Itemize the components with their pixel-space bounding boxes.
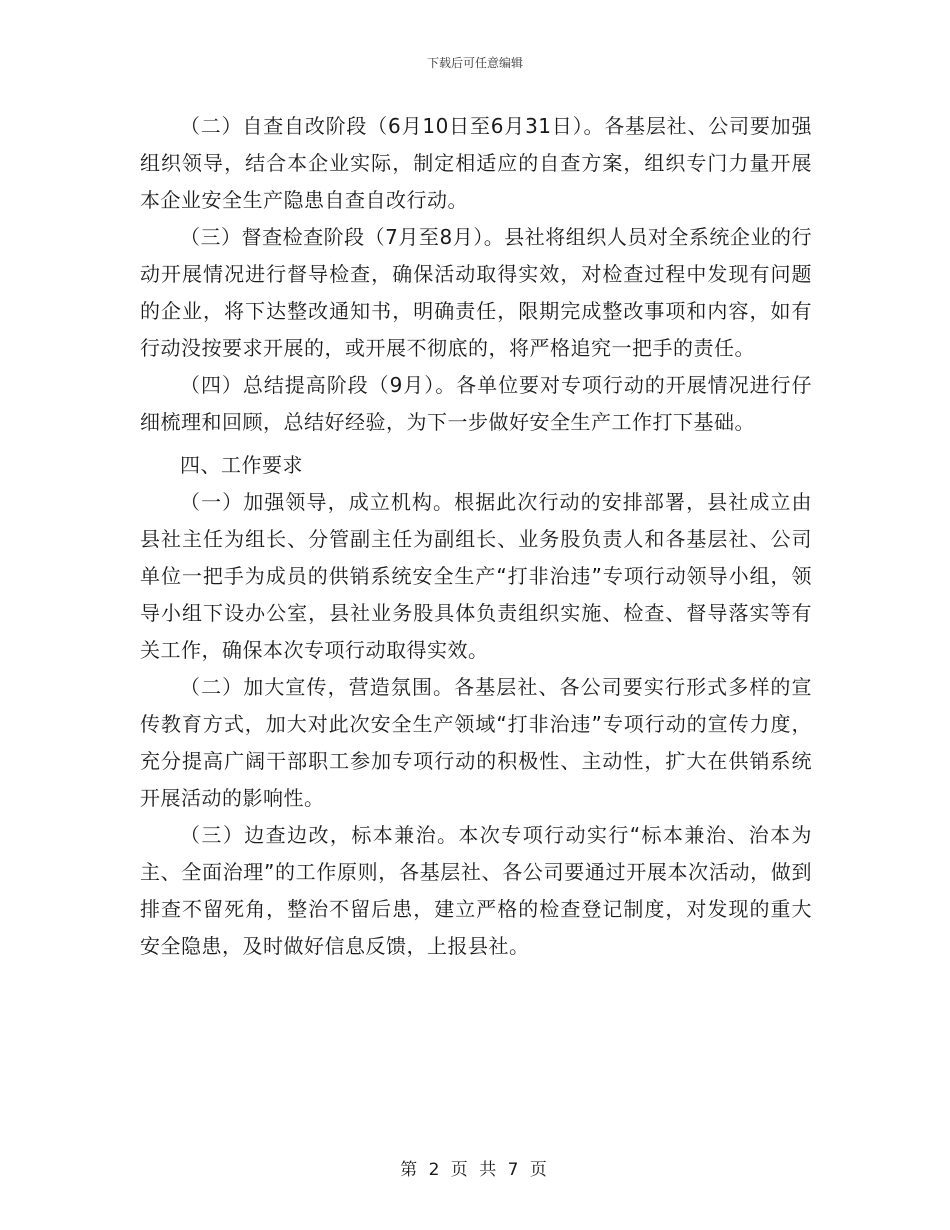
paragraph-check-and-correct: （三）边查边改，标本兼治。本次专项行动实行“标本兼治、治本为主、全面治理”的工作原则，各基层社、各公司要通过开展本次活动，做到排查不留死角，整治不留后患，建立严格的检查登记制度，对发现的重大安全隐患，及时做好信息反馈，上报县社。 (140, 823, 812, 958)
paragraph-self-check-stage: （二）自查自改阶段（6月10日至6月31日）。各基层社、公司要加强组织领导，结合本企业实际，制定相适应的自查方案，组织专门力量开展本企业安全生产隐患自查自改行动。 (140, 114, 812, 212)
document-body (140, 108, 812, 965)
page-number: 第 2 页 共 7 页 (400, 1160, 550, 1180)
paragraph-increase-publicity: （二）加大宣传，营造氛围。各基层社、各公司要实行形式多样的宣传教育方式，加大对此次安全生产领域“打非治违”专项行动的宣传力度，充分提高广阔干部职工参加专项行动的积极性、主动性，扩大在供销系统开展活动的影响性。 (140, 675, 812, 810)
paragraph-supervision-stage: （三）督查检查阶段（7月至8月）。县社将组织人员对全系统企业的行动开展情况进行督导检查，确保活动取得实效，对检查过程中发现有问题的企业，将下达整改通知书，明确责任，限期完成整改事项和内容，如有行动没按要求开展的，或开展不彻底的，将严格追究一把手的责任。 (140, 225, 812, 360)
section-heading-work-requirements: 四、工作要求 (180, 453, 303, 477)
page-header-note: 下载后可任意编辑 (426, 56, 523, 70)
paragraph-strengthen-leadership: （一）加强领导，成立机构。根据此次行动的安排部署，县社成立由县社主任为组长、分管副主任为副组长、业务股负责人和各基层社、公司单位一把手为成员的供销系统安全生产“打非治违”专项行动领导小组，领导小组下设办公室，县社业务股具体负责组织实施、检查、督导落实等有关工作，确保本次专项行动取得实效。 (140, 490, 812, 662)
paragraph-summary-stage: （四）总结提高阶段（9月）。各单位要对专项行动的开展情况进行仔细梳理和回顾，总结好经验，为下一步做好安全生产工作打下基础。 (140, 373, 812, 434)
